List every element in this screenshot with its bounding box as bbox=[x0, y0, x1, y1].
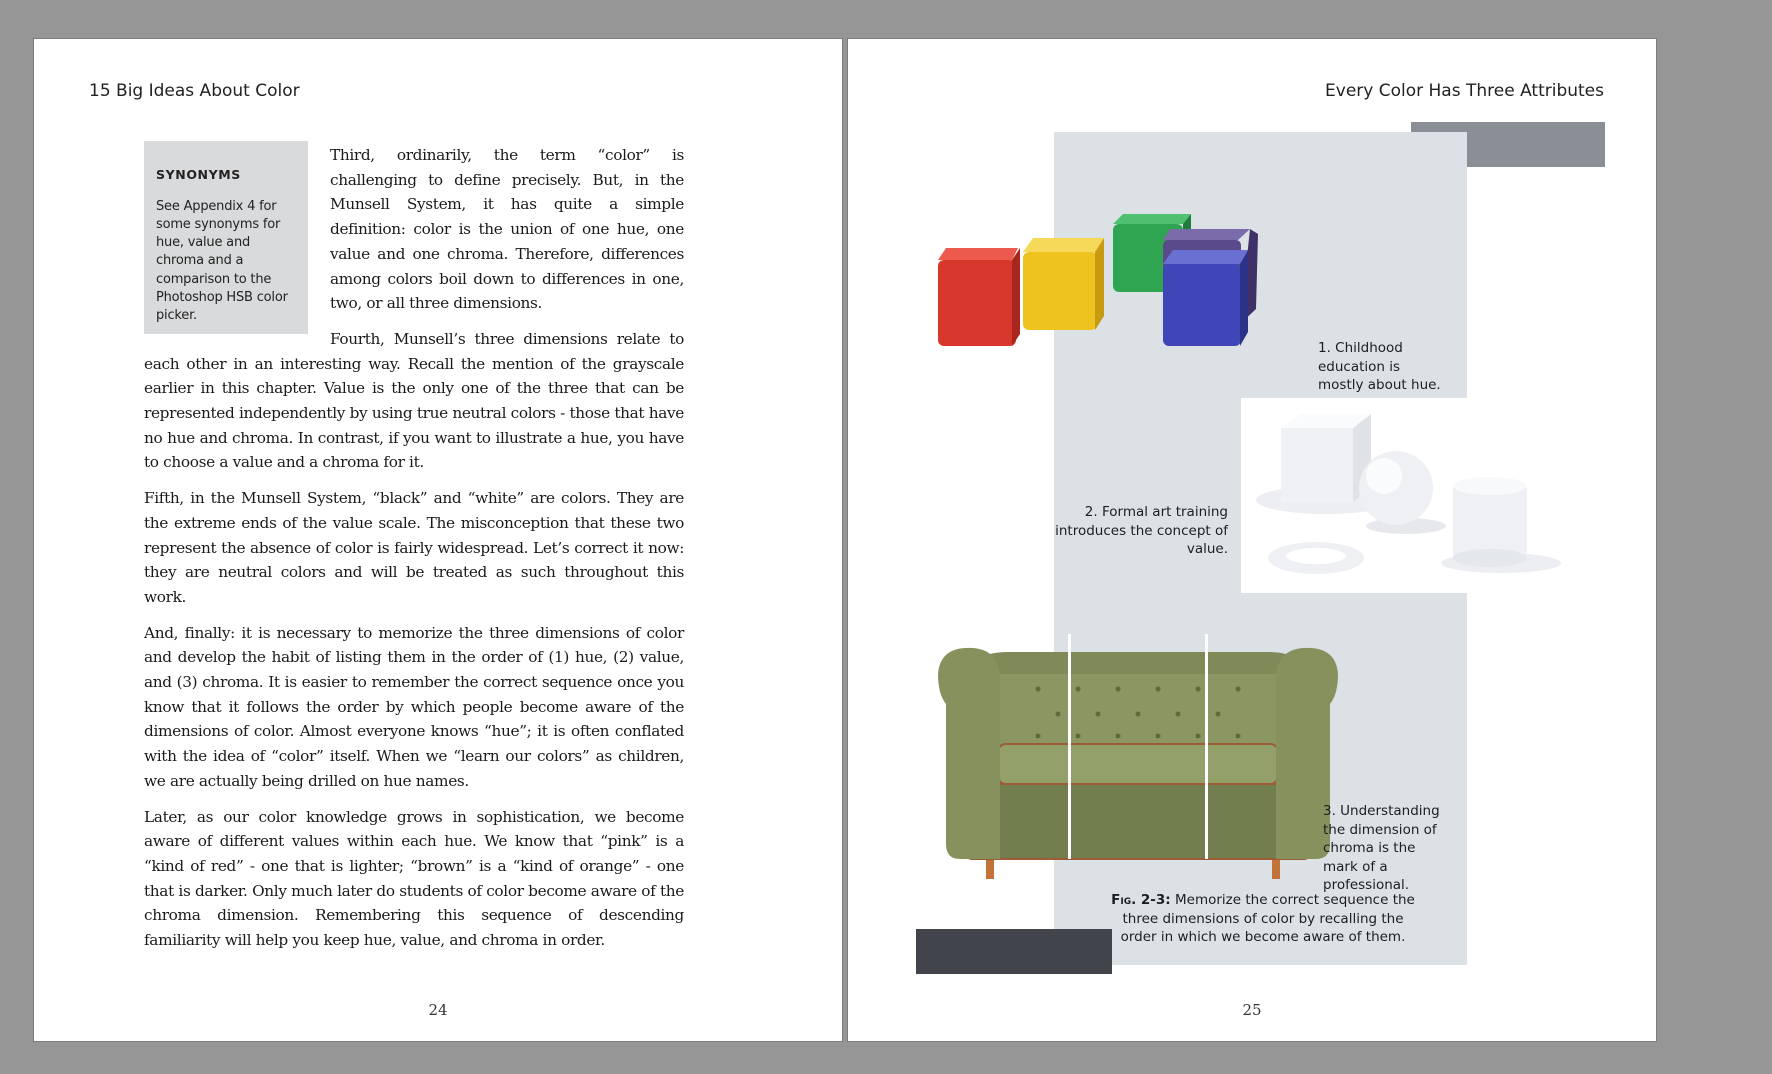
paragraph: Fourth, Munsell’s three dimensions relate to each other in an interesting way. Recall the mention of the grayscale earlier in this chapter. Value is the only one of the three that can be represented independently by using true neutral colors - those that have no hue and chroma. In contrast, if you want to illustrate a hue, you have to choose a value and a chroma for it. bbox=[144, 329, 684, 472]
blue-block bbox=[1163, 250, 1248, 346]
paragraph: Later, as our color knowledge grows in sophistication, we become aware of different values within each hue. We know that “pink” is a “kind of red” - one that is lighter; “brown” is a “kind of orange” - one that is darker. Only much later do students of color become aware of the chroma dimension. Remembering this sequence of descending familiarity will help you keep hue, value, and chroma in order. bbox=[144, 807, 684, 950]
green-sofa bbox=[938, 648, 1338, 879]
paragraph: Fifth, in the Munsell System, “black” and “white” are colors. They are the extreme ends of the value scale. The misconception that these two represent the absence of color is fairly widespread. Let’s correct it now: they are neutral colors and will be treated as such throughout this work. bbox=[144, 489, 684, 606]
sidebar-title: SYNONYMS bbox=[156, 167, 241, 182]
figure-caption bbox=[1108, 891, 1418, 947]
white-torus bbox=[1268, 542, 1364, 574]
colored-blocks-image bbox=[938, 174, 1268, 374]
white-shapes-image bbox=[1241, 398, 1571, 593]
synonyms-sidebar bbox=[144, 141, 308, 334]
paragraph: And, finally: it is necessary to memorize the three dimensions of color and develop the habit of listing them in the order of (1) hue, (2) value, and (3) chroma. It is easier to remember the correct sequence once you know that it follows the order by which people become aware of the dimensions of color. Almost everyone knows “hue”; it is often conflated with the idea of “color” itself. When we “learn our colors” as children, we are actually being drilled on hue names. bbox=[144, 623, 684, 790]
running-head-right: Every Color Has Three Attributes bbox=[1325, 81, 1604, 101]
left-page bbox=[33, 38, 843, 1042]
page-number-right: 25 bbox=[1242, 1001, 1262, 1019]
page-number-left: 24 bbox=[428, 1001, 448, 1019]
white-cube bbox=[1281, 414, 1371, 502]
decorative-bar-bottom bbox=[916, 929, 1112, 974]
paragraph: Third, ordinarily, the term “color” is challenging to define precisely. But, in the Munsell System, it has quite a simple definition: color is the union of one hue, one value and one chroma. Therefore, differences among colors boil down to differences in one, two, or all three dimensions. bbox=[330, 146, 684, 313]
right-page bbox=[847, 38, 1657, 1042]
caption-1: 1. Childhood education is mostly about hue. bbox=[1318, 340, 1441, 393]
running-head-left: 15 Big Ideas About Color bbox=[89, 81, 300, 101]
figure-caption-text: Memorize the correct sequence the three dimensions of color by recalling the order in which we become aware of them. bbox=[1120, 892, 1415, 945]
caption-3: 3. Understanding the dimension of chroma is the mark of a professional. bbox=[1323, 803, 1440, 893]
figure-label: Fig. 2-3: bbox=[1111, 892, 1171, 908]
white-cylinder bbox=[1453, 477, 1527, 567]
body-text bbox=[144, 143, 684, 964]
caption-2: 2. Formal art training introduces the concept of value. bbox=[1055, 504, 1228, 557]
sidebar-text: See Appendix 4 for some synonyms for hue, value and chroma and a comparison to the Photoshop HSB color picker. bbox=[156, 198, 288, 323]
divider-line-2 bbox=[1205, 634, 1208, 859]
divider-line-1 bbox=[1068, 634, 1071, 859]
yellow-block bbox=[1023, 238, 1104, 330]
red-block bbox=[938, 248, 1020, 346]
sofa-image bbox=[938, 634, 1338, 889]
